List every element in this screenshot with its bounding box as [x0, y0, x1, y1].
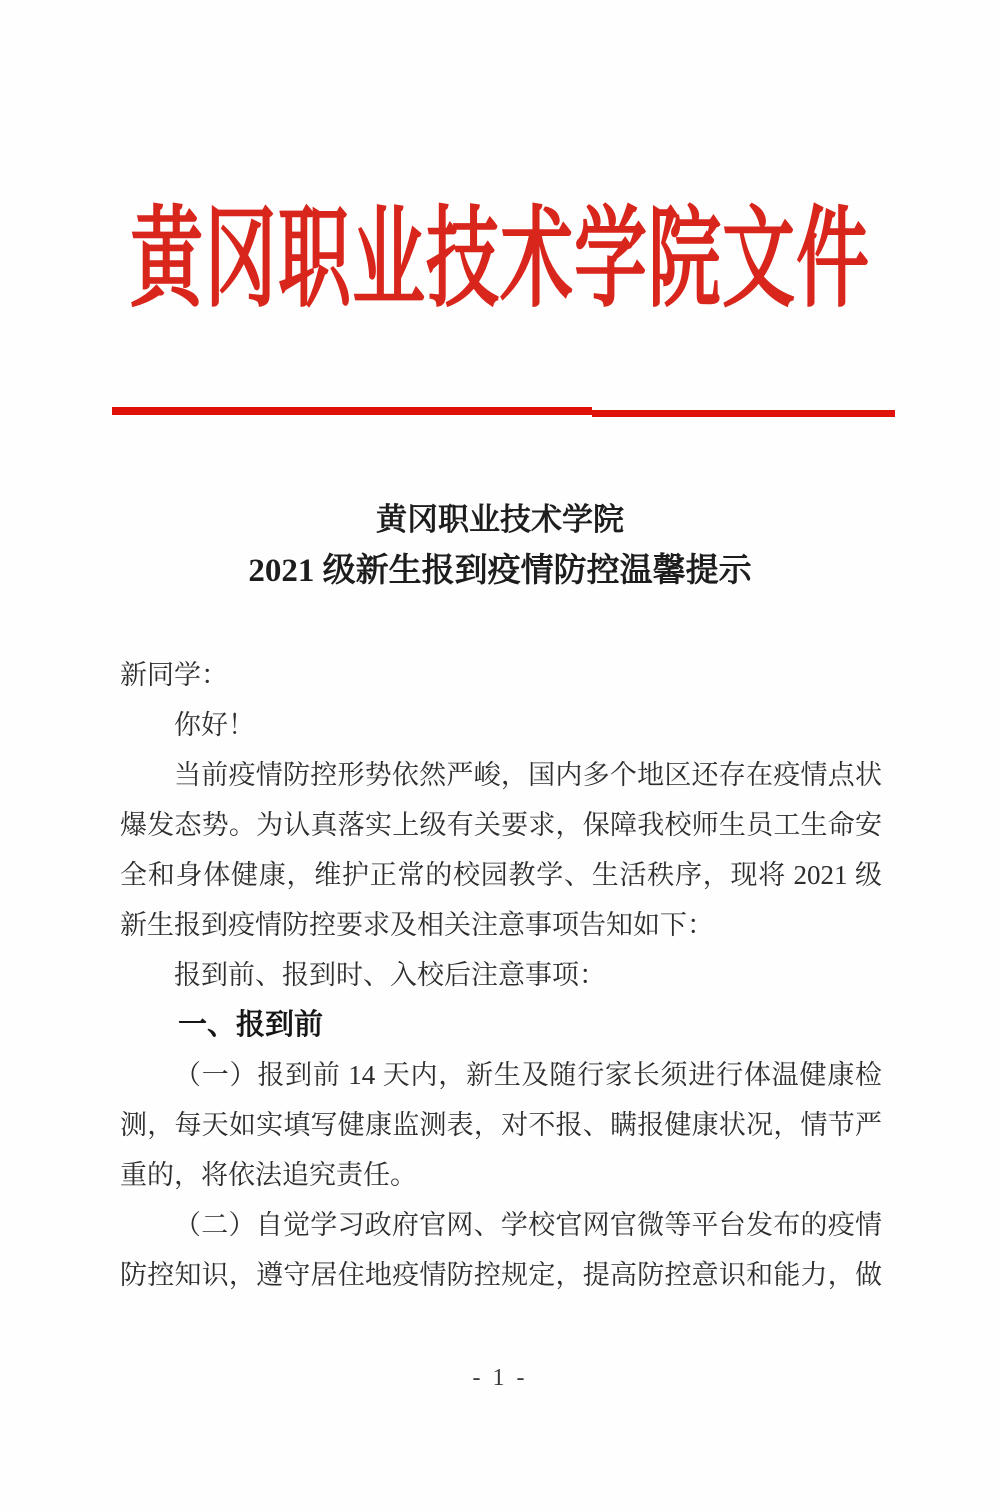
document-title-line-1: 黄冈职业技术学院	[376, 502, 624, 537]
document-title-line-2: 2021 级新生报到疫情防控温馨提示	[248, 553, 752, 589]
red-divider-line-left	[112, 407, 592, 415]
body-line: 防控知识，遵守居住地疫情防控规定，提高防控意识和能力，做	[120, 1260, 882, 1290]
page-number: - 1 -	[472, 1365, 528, 1391]
body-line: 你好！	[174, 710, 255, 740]
document-title	[0, 502, 1000, 590]
body-line: 爆发态势。为认真落实上级有关要求，保障我校师生员工生命安	[120, 810, 882, 840]
body-line: 当前疫情防控形势依然严峻，国内多个地区还存在疫情点状	[174, 760, 882, 790]
salutation-line: 新同学：	[120, 660, 228, 690]
body-line: 新生报到疫情防控要求及相关注意事项告知如下：	[120, 910, 714, 940]
section-heading: 一、报到前	[178, 1009, 324, 1041]
body-line: 重的，将依法追究责任。	[120, 1160, 417, 1190]
body-line: 报到前、报到时、入校后注意事项：	[174, 960, 606, 990]
body-line: 全和身体健康，维护正常的校园教学、生活秩序，现将 2021 级	[120, 860, 882, 890]
body-text	[120, 650, 882, 1300]
body-line: （二）自觉学习政府官网、学校官网官微等平台发布的疫情	[174, 1210, 882, 1240]
letterhead-title: 黄冈职业技术学院文件	[130, 199, 870, 321]
body-line: （一）报到前 14 天内，新生及随行家长须进行体温健康检	[174, 1060, 882, 1090]
body-line: 测，每天如实填写健康监测表，对不报、瞒报健康状况，情节严	[120, 1110, 882, 1140]
red-divider-line-right	[592, 410, 895, 417]
